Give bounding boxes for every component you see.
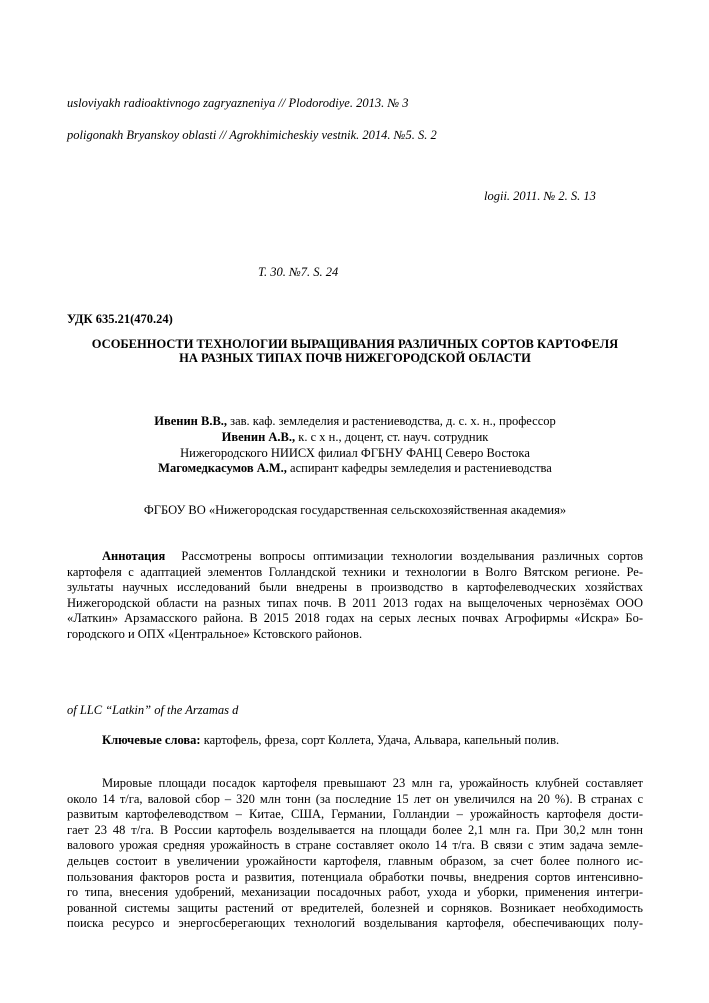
body-line: дельцев состоит в увеличении урожайности картофеля, главным образом, за счет более полного ис- xyxy=(67,853,643,868)
body-line: пользования факторов роста и развития, потенциала обработки почвы, внедрения сортов интенсивно- xyxy=(67,869,643,884)
body-line: около 14 т/га, валовой сбор – 320 млн тонн (за последние 15 лет он увеличился на 20 %). В странах с xyxy=(67,791,643,806)
keywords xyxy=(102,733,559,747)
body-line: развитым картофелеводством – Китае, США, Германии, Голландии – урожайность картофеля дости- xyxy=(67,807,643,822)
abstract-line: зультаты научных исследований были внедрены в производство в картофелеводческих хозяйствах xyxy=(67,580,643,595)
abstract-line-text: Рассмотрены вопросы оптимизации технологии возделывания различных сортов xyxy=(181,549,643,563)
reference-line: poligonakh Bryanskoy oblasti // Agrokhimicheskiy vestnik. 2014. №5. S. 2 xyxy=(67,128,437,142)
author-desc: Нижегородского НИИСХ филиал ФГБНУ ФАНЦ Северо Востока xyxy=(180,446,530,460)
author-desc: аспирант кафедры земледелия и растениеводства xyxy=(286,461,552,475)
paper-title-line1: ОСОБЕННОСТИ ТЕХНОЛОГИИ ВЫРАЩИВАНИЯ РАЗЛИЧНЫХ СОРТОВ КАРТОФЕЛЯ xyxy=(91,337,619,351)
author-name: Ивенин В.В., xyxy=(154,414,228,428)
abstract-line: картофеля с адаптацией элементов Голландской техники и технологии в Волго Вятском регионе. Ре- xyxy=(67,564,643,579)
abstract xyxy=(67,549,643,643)
reference-line: usloviyakh radioaktivnogo zagryazneniya // Plodorodiye. 2013. № 3 xyxy=(67,96,409,110)
body-line: поиска ресурсо и энергосберегающих технологий возделывания картофеля, обеспечивающих полу- xyxy=(67,916,643,931)
keywords-label: Ключевые слова: xyxy=(102,733,201,747)
author-line xyxy=(67,414,643,428)
affiliation: ФГБОУ ВО «Нижегородская государственная сельскохозяйственная академия» xyxy=(143,503,567,517)
reference-line: logii. 2011. № 2. S. 13 xyxy=(484,189,596,203)
udk-code: УДК 635.21(470.24) xyxy=(67,312,173,326)
body-line: рованной системы защиты растений от вредителей, болезней и сорняков. Возникает необходимость xyxy=(67,900,643,915)
author-desc: зав. каф. земледелия и растениеводства, д. с. х. н., профессор xyxy=(227,414,556,428)
english-fragment: of LLC “Latkin” of the Arzamas d xyxy=(67,703,239,717)
author-line xyxy=(67,430,643,444)
paper-title-line2: НА РАЗНЫХ ТИПАХ ПОЧВ НИЖЕГОРОДСКОЙ ОБЛАСТИ xyxy=(179,351,531,365)
keywords-text: картофель, фреза, сорт Коллета, Удача, Альвара, капельный полив. xyxy=(200,733,560,747)
body-line: Мировые площади посадок картофеля превышают 23 млн га, урожайность клубней составляет xyxy=(102,776,643,790)
abstract-line xyxy=(67,549,643,565)
author-line xyxy=(67,446,643,460)
author-name: Магомедкасумов А.М., xyxy=(158,461,287,475)
reference-line: T. 30. №7. S. 24 xyxy=(258,265,339,279)
abstract-line: Нижегородской области на разных типах почв. В 2011 2013 годах на выщелоченых чернозёмах ООО xyxy=(67,595,643,610)
abstract-line: «Латкин» Арзамасского района. В 2015 2018 годах на серых лесных почвах Агрофирмы «Искра» Бо- xyxy=(67,611,643,626)
body-paragraph xyxy=(67,776,643,932)
abstract-label: Аннотация xyxy=(102,549,166,563)
author-name: Ивенин А.В., xyxy=(221,430,296,444)
body-line: валового урожая средняя урожайность в стране составляет около 14 т/га. В связи с этим задача земле- xyxy=(67,838,643,853)
body-line: го типа, внесения удобрений, механизации посадочных работ, ухода и уборки, применения интегри- xyxy=(67,885,643,900)
author-line xyxy=(67,461,643,475)
body-line: гает 23 48 т/га. В России картофель возделывается на площади более 2,1 млн га. При 30,2 млн тонн xyxy=(67,822,643,837)
author-desc: к. с х н., доцент, ст. науч. сотрудник xyxy=(295,430,489,444)
abstract-line: городского и ОПХ «Центральное» Кстовского районов. xyxy=(67,626,363,641)
